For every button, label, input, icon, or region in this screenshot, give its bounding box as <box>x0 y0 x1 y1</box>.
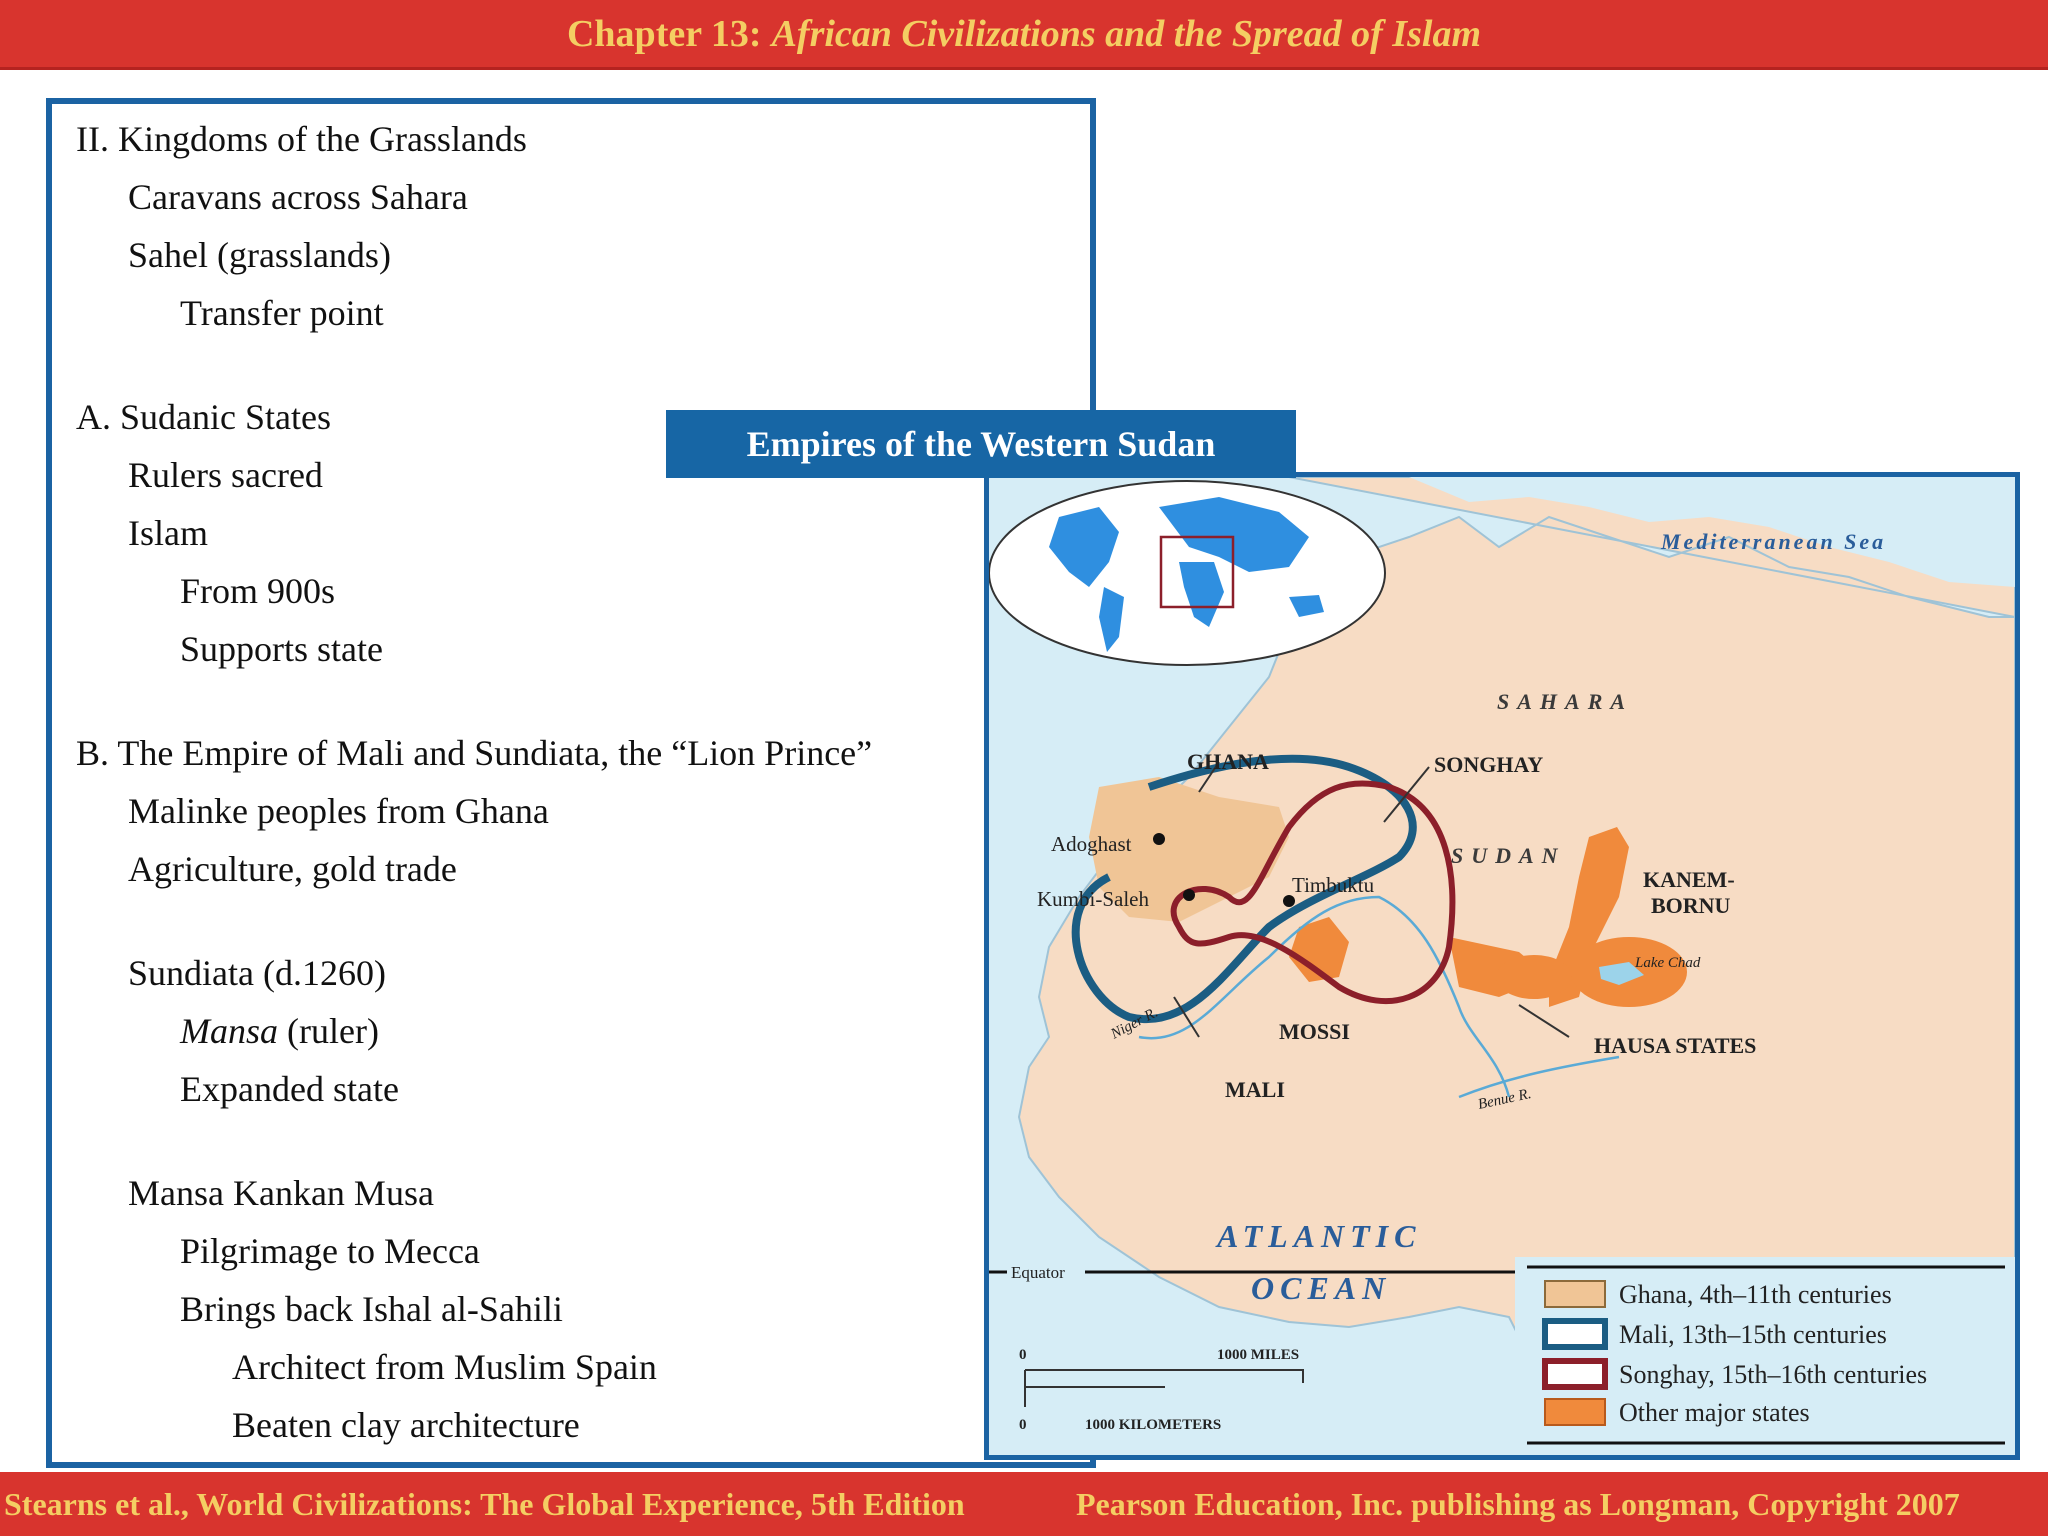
legend-label-mali: Mali, 13th–15th centuries <box>1619 1320 1887 1349</box>
lake-chad-label: Lake Chad <box>1635 955 1701 971</box>
ocean-label: OCEAN <box>1251 1270 1392 1306</box>
niger-label: Niger R. <box>1108 1004 1161 1043</box>
outline-heading: II. Kingdoms of the Grasslands <box>76 119 527 159</box>
scale-zero-miles: 0 <box>1019 1347 1027 1363</box>
atlantic-label: ATLANTIC <box>1217 1218 1422 1254</box>
outline-subitem: Pilgrimage to Mecca <box>180 1231 480 1271</box>
outline-subitem: Supports state <box>180 629 383 669</box>
chapter-title: African Civilizations and the Spread of Islam <box>771 12 1482 55</box>
hausa-label: HAUSA STATES <box>1594 1033 1757 1058</box>
benue-label: Benue R. <box>1476 1086 1533 1113</box>
legend-swatch-ghana <box>1545 1281 1605 1307</box>
sahara-label: SAHARA <box>1497 689 1634 714</box>
bornu-label: BORNU <box>1651 893 1731 918</box>
outline-subsubitem: Architect from Muslim Spain <box>232 1347 657 1387</box>
outline-item: Sundiata (d.1260) <box>128 953 386 993</box>
scale-zero-km: 0 <box>1019 1417 1027 1433</box>
outline-item: Malinke peoples from Ghana <box>128 791 549 831</box>
outline-subitem: Expanded state <box>180 1069 399 1109</box>
footer-copyright: Pearson Education, Inc. publishing as Longman, Copyright 2007 <box>1076 1486 1960 1522</box>
outline-item: Rulers sacred <box>128 455 323 495</box>
city-label-kumbi-saleh: Kumbi-Saleh <box>1037 887 1149 911</box>
footer-citation: Stearns et al., World Civilizations: The Global Experience, 5th Edition <box>4 1486 965 1522</box>
map-title: Empires of the Western Sudan <box>666 410 1296 478</box>
inset-world-map <box>989 481 1385 665</box>
legend-label-other: Other major states <box>1619 1398 1810 1427</box>
map-legend <box>1515 1257 2015 1455</box>
mansa-term: Mansa <box>180 1011 278 1051</box>
outline-item: Caravans across Sahara <box>128 177 468 217</box>
songhay-label: SONGHAY <box>1434 752 1544 777</box>
city-label-timbuktu: Timbuktu <box>1292 873 1375 897</box>
scale-km-label: 1000 KILOMETERS <box>1085 1417 1222 1433</box>
outline-item: Agriculture, gold trade <box>128 849 457 889</box>
legend-label-ghana: Ghana, 4th–11th centuries <box>1619 1280 1892 1309</box>
equator-label: Equator <box>1011 1263 1065 1282</box>
legend-swatch-other <box>1545 1399 1605 1425</box>
outline-heading: B. The Empire of Mali and Sundiata, the “Lion Prince” <box>76 733 873 773</box>
legend-swatch-mali <box>1545 1321 1605 1347</box>
slide-footer <box>0 1472 2048 1536</box>
city-dot-adoghast <box>1153 833 1165 845</box>
outline-subitem: From 900s <box>180 571 336 611</box>
outline-subitem: Mansa (ruler) <box>180 1011 379 1051</box>
outline-subitem: Transfer point <box>180 293 384 333</box>
kanem-bornu-south <box>1496 955 1572 999</box>
mediterranean-label: Mediterranean Sea <box>1661 529 1887 554</box>
outline-box <box>46 98 1096 1468</box>
slide-header <box>0 0 2048 70</box>
outline-subitem: Brings back Ishal al-Sahili <box>180 1289 563 1329</box>
legend-label-songhay: Songhay, 15th–16th centuries <box>1619 1360 1928 1389</box>
mossi-label: MOSSI <box>1279 1019 1350 1044</box>
outline-item: Sahel (grasslands) <box>128 235 391 275</box>
ghana-label: GHANA <box>1187 749 1269 774</box>
map-frame <box>984 472 2020 1460</box>
scale-miles-label: 1000 MILES <box>1217 1347 1300 1363</box>
outline-heading: A. Sudanic States <box>76 397 331 437</box>
city-dot-kumbi-saleh <box>1183 889 1195 901</box>
city-label-adoghast: Adoghast <box>1051 832 1132 856</box>
outline-item: Islam <box>128 513 208 553</box>
empires-map <box>989 477 2015 1455</box>
outline-subsubitem: Beaten clay architecture <box>232 1405 580 1445</box>
chapter-label: Chapter 13: <box>566 12 762 55</box>
kanem-label: KANEM- <box>1643 867 1735 892</box>
sudan-label: SUDAN <box>1451 843 1566 868</box>
mali-label: MALI <box>1225 1077 1285 1102</box>
outline-item: Mansa Kankan Musa <box>128 1173 434 1213</box>
legend-swatch-songhay <box>1545 1361 1605 1387</box>
